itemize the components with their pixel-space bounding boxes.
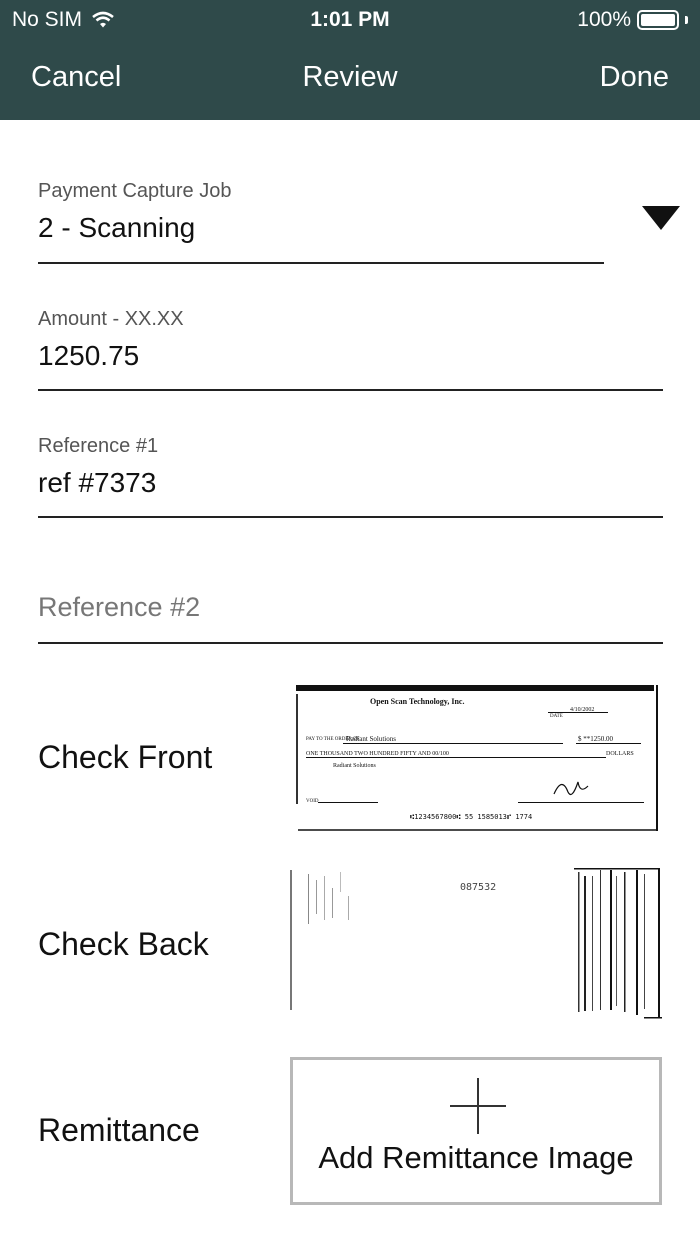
check-back-scan <box>288 866 664 1022</box>
check-back-image[interactable] <box>288 866 664 1022</box>
check-company: Open Scan Technology, Inc. <box>370 697 465 706</box>
signature-icon <box>554 782 588 794</box>
amount-label: Amount - XX.XX <box>38 308 184 330</box>
reference-2-underline <box>38 642 663 644</box>
reference-1-value: ref #7373 <box>38 467 157 498</box>
clock: 1:01 PM <box>310 8 390 31</box>
reference-1-label: Reference #1 <box>38 435 159 457</box>
check-front-label: Check Front <box>38 739 213 775</box>
top-bar <box>0 0 700 120</box>
dropdown-arrow-icon[interactable] <box>642 206 680 232</box>
amount-value: 1250.75 <box>38 340 140 371</box>
add-remittance-button[interactable] <box>290 1057 662 1205</box>
job-underline <box>38 262 604 264</box>
reference-1-field[interactable] <box>38 431 663 521</box>
check-micr: ⑆1234567800⑆ 55 1585013⑈ 1774 <box>410 813 533 821</box>
plus-icon <box>450 1078 506 1134</box>
check-date: 4/10/2002 <box>570 707 595 713</box>
reference-2-field[interactable] <box>38 590 663 648</box>
add-remittance-label: Add Remittance Image <box>318 1140 634 1175</box>
done-button[interactable]: Done <box>599 61 669 93</box>
check-payee: Radiant Solutions <box>346 735 396 743</box>
job-select[interactable] <box>38 176 604 268</box>
status-bar <box>0 0 700 40</box>
check-back-label: Check Back <box>38 926 209 962</box>
job-label: Payment Capture Job <box>38 180 232 202</box>
pay-to-label: PAY TO THE ORDER OF <box>306 737 360 742</box>
remittance-label: Remittance <box>38 1112 200 1148</box>
check-amount-box: $ **1250.00 <box>578 735 613 743</box>
check-void: VOID <box>306 799 319 804</box>
navigation-bar <box>0 56 700 104</box>
check-front-scan <box>288 682 664 834</box>
reference-1-underline <box>38 516 663 518</box>
check-payee-line2: Radiant Solutions <box>333 763 376 769</box>
cancel-button[interactable]: Cancel <box>31 61 122 93</box>
battery-indicator <box>577 8 688 32</box>
reference-2-placeholder: Reference #2 <box>38 592 201 622</box>
battery-percent: 100% <box>577 8 631 31</box>
job-value: 2 - Scanning <box>38 212 196 243</box>
check-front-image[interactable] <box>288 682 664 834</box>
check-dollars: DOLLARS <box>606 751 634 757</box>
check-back-stamp: 087532 <box>460 882 497 893</box>
check-amount-words: ONE THOUSAND TWO HUNDRED FIFTY AND 00/100 <box>306 751 449 757</box>
carrier-label: No SIM <box>12 8 83 31</box>
battery-icon <box>637 10 679 30</box>
check-date-label: DATE <box>550 714 563 719</box>
amount-underline <box>38 389 663 391</box>
page-title: Review <box>302 61 398 93</box>
amount-field[interactable] <box>38 304 663 394</box>
